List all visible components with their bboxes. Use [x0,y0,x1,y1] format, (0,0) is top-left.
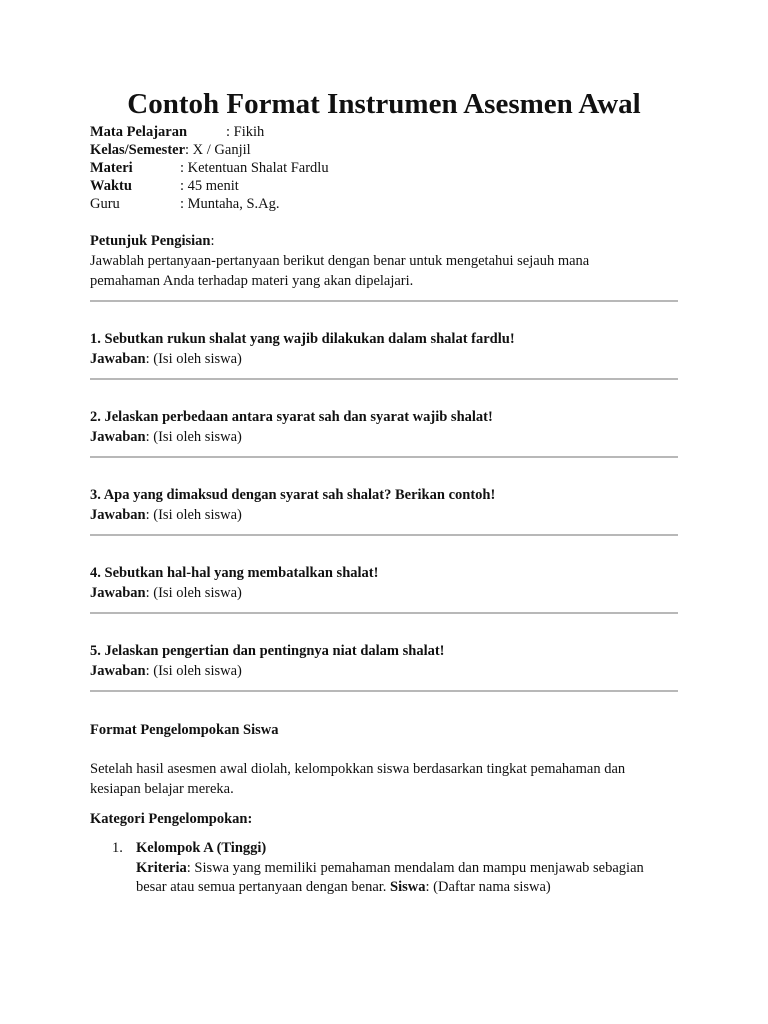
instructions-colon: : [210,233,215,249]
question-text: 5. Jelaskan pengertian dan pentingnya niat dalam shalat! [90,643,445,659]
question-text: 2. Jelaskan perbedaan antara syarat sah dan syarat wajib shalat! [90,409,493,425]
list-number: 1. [112,840,123,856]
question-text: 1. Sebutkan rukun shalat yang wajib dilakukan dalam shalat fardlu! [90,331,515,347]
category-heading: Kategori Pengelompokan: [90,811,253,827]
meta-value: : Fikih [226,124,265,140]
answer-label: Jawaban [90,663,146,679]
meta-label: Kelas/Semester [90,142,186,158]
answer-placeholder: : (Isi oleh siswa) [145,585,242,601]
divider [90,534,678,536]
meta-value: : Ketentuan Shalat Fardlu [180,160,329,176]
meta-label: Guru [90,196,120,212]
divider [90,612,678,614]
question-item [90,485,678,536]
answer-label: Jawaban [90,507,146,523]
answer-label: Jawaban [90,351,146,367]
meta-value: : X / Ganjil [185,142,251,158]
question-item [90,407,678,458]
question-item [90,329,678,380]
meta-materi [90,159,678,177]
answer-line [90,427,678,447]
meta-value: : Muntaha, S.Ag. [180,196,280,212]
students-text: : (Daftar nama siswa) [425,879,551,895]
question-item [90,563,678,614]
answer-line [90,505,678,525]
meta-label: Mata Pelajaran [90,124,188,140]
instructions-heading [90,231,678,251]
meta-mata-pelajaran [90,123,678,141]
list-item [90,839,678,898]
instructions-text [90,251,678,291]
instructions-line: pemahaman Anda terhadap materi yang akan dipelajari. [90,273,414,289]
document-title: Contoh Format Instrumen Asesmen Awal [127,88,641,120]
criteria-label: Kriteria [136,859,187,876]
meta-guru [90,195,678,213]
divider [90,300,678,302]
meta-kelas-semester [90,141,678,159]
meta-value: : 45 menit [180,178,239,194]
meta-label: Materi [90,160,133,176]
document-meta [90,123,678,213]
meta-waktu [90,177,678,195]
answer-line [90,583,678,603]
answer-placeholder: : (Isi oleh siswa) [145,351,242,367]
criteria-text: : Siswa yang memiliki pemahaman mendalam dan mampu menjawab sebagian [186,859,644,876]
divider [90,690,678,692]
grouping-intro-line: kesiapan belajar mereka. [90,781,234,797]
instructions-line: Jawablah pertanyaan-pertanyaan berikut dengan benar untuk mengetahui sejauh mana [90,253,590,269]
answer-line [90,661,678,681]
group-title: Kelompok A (Tinggi) [136,840,267,856]
question-text: 3. Apa yang dimaksud dengan syarat sah shalat? Berikan contoh! [90,487,496,503]
divider [90,456,678,458]
answer-placeholder: : (Isi oleh siswa) [145,507,242,523]
answer-placeholder: : (Isi oleh siswa) [145,429,242,445]
question-text: 4. Sebutkan hal-hal yang membatalkan shalat! [90,565,379,581]
meta-label: Waktu [90,178,132,194]
instructions-label: Petunjuk Pengisian [90,233,211,249]
group-criteria [136,859,678,898]
document-page [90,88,678,898]
criteria-text: besar atau semua pertanyaan dengan benar. [136,879,387,895]
students-label: Siswa [390,879,426,895]
grouping-intro [90,759,678,799]
divider [90,378,678,380]
grouping-heading: Format Pengelompokan Siswa [90,722,279,738]
answer-label: Jawaban [90,429,146,445]
answer-line [90,349,678,369]
category-list [90,839,678,898]
question-item [90,641,678,692]
answer-label: Jawaban [90,585,146,601]
answer-placeholder: : (Isi oleh siswa) [145,663,242,679]
grouping-intro-line: Setelah hasil asesmen awal diolah, kelompokkan siswa berdasarkan tingkat pemahaman dan [90,761,626,777]
